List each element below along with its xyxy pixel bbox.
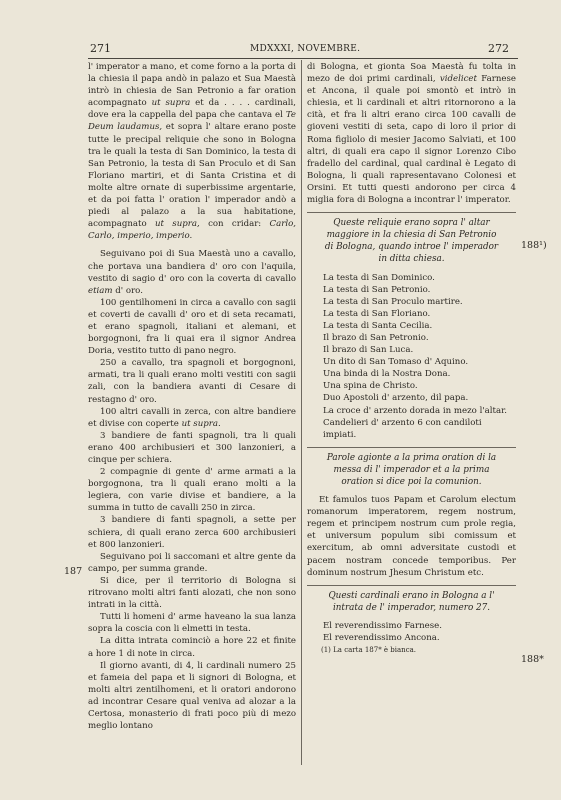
right-column: [307, 61, 516, 656]
paragraph: 100 gentilhomeni in circa a cavallo con sagii et coverti de cavalli d' oro et di seta recamati, et erano spagnoli, italiani et alemani, et borgognoni, fra li quai era il signor Andrea Doria, vestito tutto di pano negro.: [88, 297, 296, 357]
list-item: Candelieri d' arzento 6 con candiloti impiati.: [323, 417, 482, 440]
right-page-number: 272: [488, 42, 509, 55]
margin-note-left: 187: [64, 566, 83, 577]
cardinals-list: [307, 620, 516, 644]
section-heading: Queste reliquie erano sopra l' altar maggiore in la chiesia di San Petronio di Bologna, quando introe l' imperador in ditta chiesa.: [324, 218, 499, 265]
paragraph: 2 compagnie di gente d' arme armati a la borgognona, tra li quali erano molti a la legiera, con varie divise et bandiere, a la summa in tutto de cavalli 250 in zirca.: [88, 467, 296, 514]
section-heading: Questi cardinali erano in Bologna a l' intrata de l' imperador, numero 27.: [328, 590, 495, 613]
footnote: (1) La carta 187* è bianca.: [321, 646, 417, 655]
left-page-number: 271: [90, 42, 111, 55]
margin-note-right-1: 188¹): [521, 240, 547, 251]
list-item: Una spina de Christo.: [323, 381, 418, 392]
paragraph: Tutti li homeni d' arme haveano la sua lanza sopra la coscia con li elmetti in testa.: [88, 612, 296, 635]
list-item: El reverendissimo Ancona.: [323, 633, 440, 644]
column-divider: [301, 60, 302, 765]
section-rule: [307, 447, 516, 448]
list-item: La testa di San Dominico.: [323, 272, 435, 283]
list-item: Un dito di San Tomaso d' Aquino.: [323, 357, 469, 368]
list-item: La croce d' arzento dorada in mezo l'altar.: [323, 405, 508, 416]
header-rule: [88, 58, 518, 59]
paragraph: 250 a cavallo, tra spagnoli et borgognoni, armati, tra li quali erano molti vestiti con sagii zali, con la bandiera avanti di Cesare di restagno d' oro.: [88, 358, 296, 405]
paragraph: l' imperator a mano, et come forno a la porta di la chiesia il papa andò in palazo et Sua Maestà intrò in chiesia de San Petronio a far oration acompagnato ut supra et da . . . . cardinali, dove era la cappella del papa che cantava el Te Deum laudamus, et sopra l' altare erano poste tutte le precipal reliquie che sono in Bologna tra le quali la testa di San Dominico, la testa di San Petronio, la testa di San Proculo et di San Floriano martiri, et di Santa Cristina et di molte altre ornate di superbissime argentarie, et da poi fatta l' oration l' imperador andò a piedi al palazo a la sua habitatione, acompagnato ut supra, con cridar: Carlo, Carlo, imperio, imperio.: [88, 62, 297, 242]
section-rule: [307, 212, 516, 213]
relics-list: [307, 272, 516, 441]
paragraph: Seguivano poi li saccomani et altre gente da campo, per summa grande.: [88, 551, 296, 574]
list-item: La testa di Santa Cecilia.: [323, 320, 433, 331]
section-heading: Parole agionte a la prima oration di la messa di l' imperador et a la prima oration si dice poi la comunion.: [326, 452, 497, 487]
list-item: El reverendissimo Farnese.: [323, 620, 442, 631]
paragraph: La ditta intrata cominciò a hore 22 et finite a hore 1 di note in circa.: [88, 636, 296, 659]
paragraph: Si dice, per il territorio di Bologna si ritrovano molti altri fanti alozati, che non sono intrati in la città.: [88, 575, 296, 611]
list-item: La testa di San Petronio.: [323, 284, 431, 295]
paragraph: Seguivano poi di Sua Maestà uno a cavallo, che portava una bandiera d' oro con l'aquila, vestito di sagio d' oro con la coverta di cavallo etiam d' oro.: [88, 249, 296, 296]
list-item: Il brazo di San Petronio.: [323, 332, 429, 343]
section-rule: [307, 585, 516, 586]
list-item: Duo Apostoli d' arzento, dil papa.: [323, 393, 469, 404]
list-item: Una binda di la Nostra Dona.: [323, 369, 451, 380]
paragraph: 100 altri cavalli in zerca, con altre bandiere et divise con coperte ut supra.: [88, 406, 296, 429]
list-item: La testa di San Proculo martire.: [323, 296, 463, 307]
left-column: [88, 61, 296, 732]
paragraph: 3 bandiere di fanti spagnoli, a sette per schiera, di quali erano zerca 600 archibusieri et 800 lanzonieri.: [88, 515, 296, 550]
paragraph: Il giorno avanti, di 4, li cardinali numero 25 et fameia del papa et li signori di Bologna, et molti altri zentilhomeni, et li oratori andorono ad incontrar Cesare qual veniva ad alozar a la Certosa, monasterio di frati poco più di mezo meglio lontano: [88, 660, 296, 732]
margin-note-right-2: 188*: [521, 654, 544, 665]
running-head: MDXXXI, NOVEMBRE.: [250, 44, 361, 54]
paragraph: 3 bandiere de fanti spagnoli, tra li quali erano 400 archibusieri et 300 lanzonieri, a cinque per schiera.: [88, 430, 296, 465]
prayer-text: Et famulos tuos Papam et Carolum electum romanorum imperatorem, regem nostrum, regem et principem nostrum cum prole regia, et universum populum sibi comissum et exercitum, ab omni adversitate custodi et pacem nostram concede temporibus. Per dominum nostrum Jhesum Christum etc.: [307, 495, 516, 578]
list-item: Il brazo di San Luca.: [323, 345, 414, 356]
paragraph: di Bologna, et gionta Soa Maestà fu tolta in mezo de doi primi cardinali, videlicet Farnese et Ancona, il quale poi smontò et intrò in chiesia, et li cardinali et altri ritornorono a la cità, et fra li altri erano circa 100 cavalli de gioveni vestiti di seta, capo di loro il prior di Roma figliolo di mesier Jacomo Salviati, et 100 altri, di quali era capo il signor Lorenzo Cibo fradello del cardinal, qual cardinal è Legato di Bologna, li quali rapresentavano Colonesi et Orsini. Et tutti questi andorono per circa 4 miglia fora di Bologna a incontrar l' imperator.: [307, 62, 517, 206]
list-item: La testa di San Floriano.: [323, 308, 431, 319]
